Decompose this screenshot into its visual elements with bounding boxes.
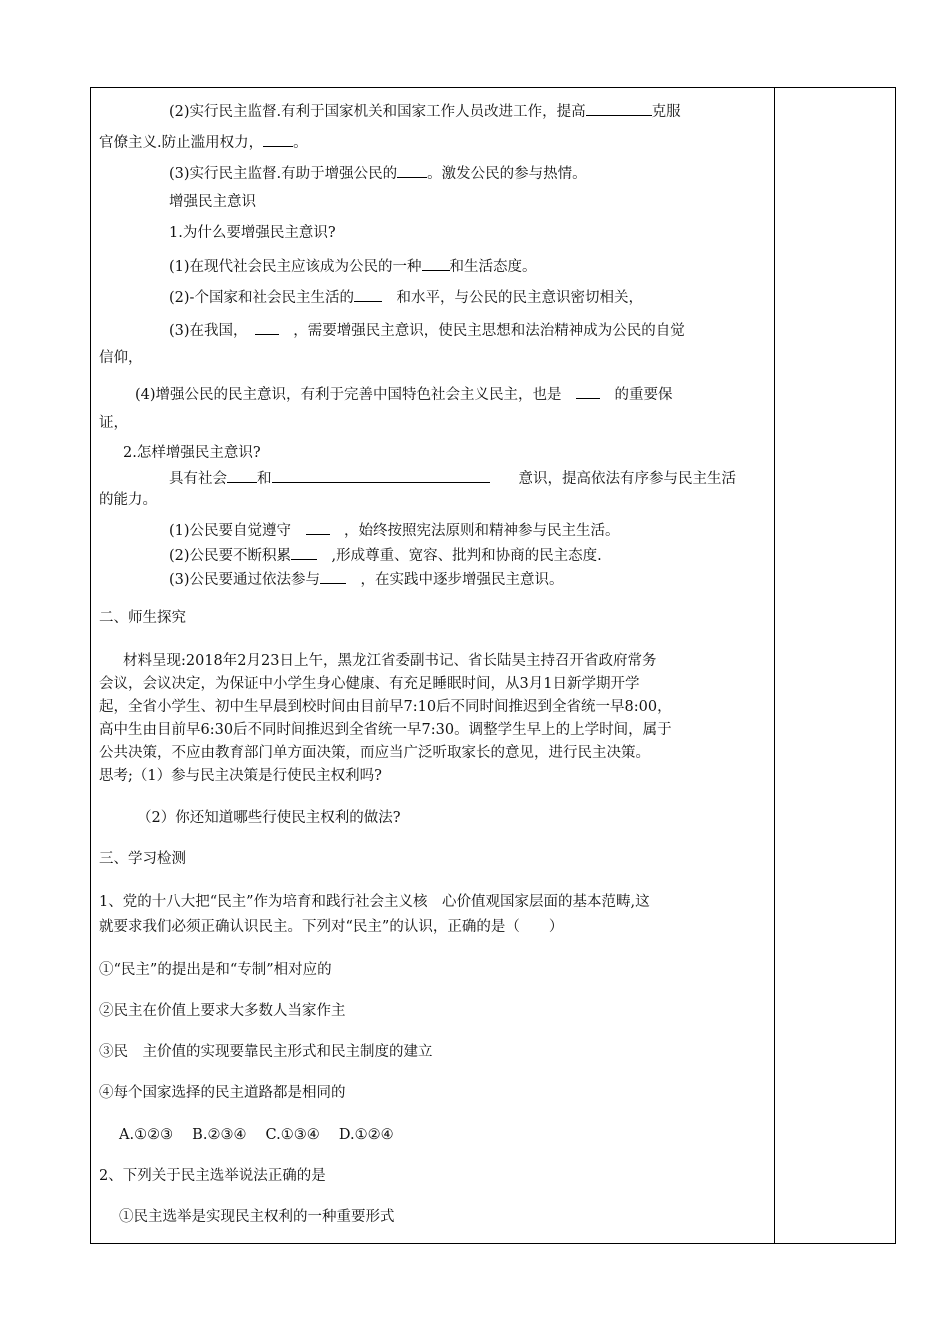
text-line: (2)公民要不断积累 ,形成尊重、宽容、批判和协商的民主态度. <box>169 543 602 566</box>
option-4: ④每个国家选择的民主道路都是相同的 <box>99 1085 346 1101</box>
material-line-2: 会议，会议决定，为保证中小学生身心健康、有充足睡眠时间，从3月1日新学期开学 <box>99 676 640 692</box>
text-line: (1)公民要自觉遵守 ，始终按照宪法原则和精神参与民主生活。 <box>169 518 620 541</box>
question-1-line-2: 就要求我们必须正确认识民主。下列对“民主”的认识，正确的是（ ） <box>99 919 564 935</box>
answer-choices: A.①②③ B.②③④ C.①③④ D.①②④ <box>119 1127 394 1143</box>
text-line: 信仰， <box>99 350 143 366</box>
text-line: (3)在我国， ，需要增强民主意识，使民主思想和法治精神成为公民的自觉 <box>169 318 685 341</box>
section-title: 二、师生探究 <box>99 610 186 626</box>
subheading: 增强民主意识 <box>169 194 256 210</box>
material-line-5: 公共决策，不应由教育部门单方面决策，而应当广泛听取家长的意见，进行民主决策。 <box>99 745 650 761</box>
text-line: (4)增强公民的民主意识，有利于完善中国特色社会主义民主，也是 的重要保 <box>135 382 673 405</box>
text-line: (2)-个国家和社会民主生活的 和水平，与公民的民主意识密切相关， <box>169 285 643 308</box>
text-line: 具有社会 和 意识，提高依法有序参与民主生活 <box>169 466 736 489</box>
option-2: ②民主在价值上要求大多数人当家作主 <box>99 1003 346 1019</box>
material-line-1: 材料呈现:2018年2月23日上午，黑龙江省委副书记、省长陆昊主持召开省政府常务 <box>123 653 657 669</box>
column-divider <box>774 87 775 1244</box>
material-line-3: 起，全省小学生、初中生早晨到校时间由目前早7:10后不同时间推迟到全省统一早8:00， <box>99 699 672 715</box>
text-line: 证， <box>99 415 128 431</box>
text-line: (2)实行民主监督.有利于国家机关和国家工作人员改进工作，提高 克服 <box>169 99 681 122</box>
question-2: 2、下列关于民主选举说法正确的是 <box>99 1168 326 1184</box>
think-question-1: 思考;（1）参与民主决策是行使民主权利吗? <box>99 768 382 784</box>
option-1: ①“民主”的提出是和“专制”相对应的 <box>99 962 332 978</box>
question: 2.怎样增强民主意识? <box>123 445 261 461</box>
think-question-2: （2）你还知道哪些行使民主权利的做法? <box>137 810 401 826</box>
text-line: (3)实行民主监督.有助于增强公民的 。激发公民的参与热情。 <box>169 161 587 184</box>
material-line-4: 高中生由目前早6:30后不同时间推迟到全省统一早7:30。调整学生早上的上学时间，属于 <box>99 722 672 738</box>
text-line: 的能力。 <box>99 492 157 508</box>
option-3: ③民 主价值的实现要靠民主形式和民主制度的建立 <box>99 1044 433 1060</box>
section-title: 三、学习检测 <box>99 851 186 867</box>
question-1-line-1: 1、党的十八大把“民主”作为培育和践行社会主义核 心价值观国家层面的基本范畴,这 <box>99 894 650 910</box>
text-line: 官僚主义.防止滥用权力， 。 <box>99 130 308 153</box>
question-2-option-1: ①民主选举是实现民主权利的一种重要形式 <box>119 1209 395 1225</box>
text-line: (3)公民要通过依法参与 ，在实践中逐步增强民主意识。 <box>169 567 564 590</box>
text-line: (1)在现代社会民主应该成为公民的一种 和生活态度。 <box>169 254 537 277</box>
question: 1.为什么要增强民主意识? <box>169 225 336 241</box>
